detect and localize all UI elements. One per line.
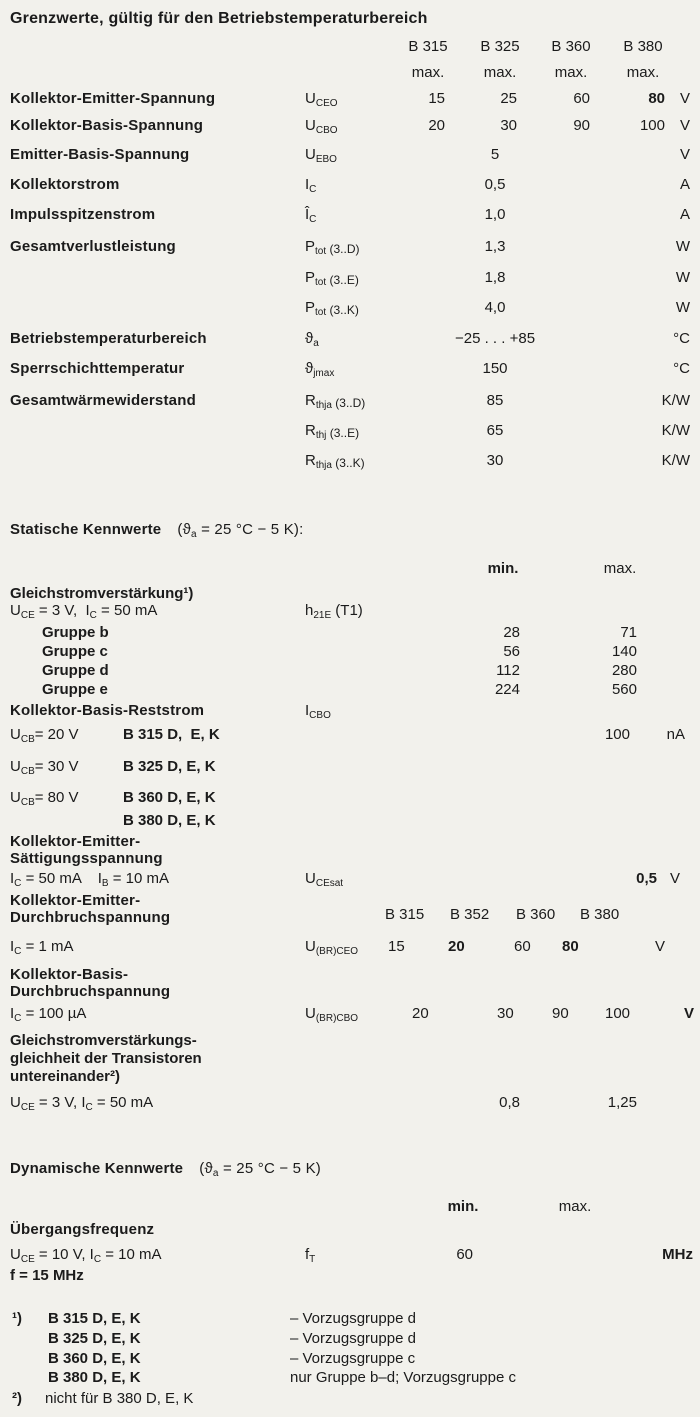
dynamic-minmax-header: [0, 1198, 700, 1220]
section-condition: [199, 1160, 321, 1177]
symbol-sub: 21E: [313, 610, 332, 621]
static-minmax-header: [0, 560, 700, 582]
icbo-label-line: [0, 702, 700, 724]
symbol-sub: (BR)CEO: [315, 946, 359, 957]
symbol: [305, 269, 359, 288]
symbol-sub: tot: [315, 277, 327, 288]
value-common: 30: [486, 452, 504, 469]
row-label: Gesamtverlustleistung: [10, 238, 176, 255]
col-subheader-max: max.: [554, 64, 588, 81]
col-header-b380: B 380: [623, 38, 663, 55]
footnote-note: nur Gruppe b–d; Vorzugsgruppe c: [290, 1369, 516, 1386]
cond-part: I: [10, 938, 15, 955]
min-value: 112: [496, 662, 520, 679]
min-value: 0,8: [499, 1094, 520, 1111]
value-common: 65: [486, 422, 504, 439]
symbol: [305, 1246, 315, 1263]
table-row: [0, 299, 700, 321]
symbol-base: R: [305, 422, 316, 439]
unit: MHz: [662, 1246, 693, 1263]
symbol: [305, 299, 359, 318]
symbol-base: R: [305, 452, 316, 469]
unit: V: [655, 938, 666, 955]
cond-sub: CE: [20, 1102, 35, 1113]
value-b380: 100: [605, 1005, 631, 1022]
unit: °C: [673, 360, 690, 377]
parameter-label: Gleichstromverstärkung¹): [10, 585, 194, 602]
col-header-b360: B 360: [551, 38, 591, 55]
max-value: 1,25: [607, 1094, 637, 1111]
type-designation: B 315 D, E, K: [48, 1310, 141, 1327]
row-label: Gesamtwärmewiderstand: [10, 392, 196, 409]
cond-part: = 50 mA I: [21, 870, 102, 887]
symbol-base: P: [305, 238, 316, 255]
static-section-title-line: [0, 521, 700, 543]
table-row: [0, 117, 700, 139]
section-title-text: Statische Kennwerte: [10, 521, 162, 538]
unit: W: [675, 269, 690, 286]
symbol-base: U: [305, 870, 316, 887]
value-b315: 20: [428, 117, 445, 134]
limits-column-header: [0, 38, 700, 60]
symbol-sub: tot: [315, 246, 327, 257]
value-b360: 60: [514, 938, 531, 955]
row-label: Betriebstemperaturbereich: [10, 330, 207, 347]
parameter-label: Durchbruchspannung: [10, 983, 171, 1000]
theta-symbol: ϑ: [204, 1160, 213, 1177]
parameter-label: Gleichstromverstärkungs-: [10, 1032, 197, 1049]
max-value: 280: [611, 662, 637, 679]
cond-sub: B: [101, 878, 109, 889]
table-row: [0, 238, 700, 260]
type-designation: B 380 D, E, K: [48, 1369, 141, 1386]
unit: V: [670, 870, 681, 887]
symbol: [305, 238, 359, 257]
symbol: [305, 146, 337, 163]
symbol: [305, 422, 359, 441]
value-b380: 80: [648, 90, 665, 107]
test-condition: [10, 758, 79, 775]
value-b380: 80: [562, 938, 579, 955]
footnote-row: [0, 1330, 700, 1352]
symbol: [305, 330, 319, 347]
symbol-sub: (BR)CBO: [315, 1013, 359, 1024]
subcol-header-b380: B 380: [580, 906, 620, 923]
parameter-label: Kollektor-Basis-Reststrom: [10, 702, 205, 719]
table-row: [0, 360, 700, 382]
parameter-label: Kollektor-Basis-: [10, 966, 129, 983]
symbol: [305, 452, 365, 471]
row-label: Kollektor-Emitter-Spannung: [10, 90, 216, 107]
section-title: [10, 521, 303, 538]
cond-sub: C: [14, 878, 22, 889]
symbol: [305, 117, 338, 134]
symbol-base: U: [305, 117, 316, 134]
symbol: [305, 176, 316, 193]
symbol-base: ϑ: [305, 330, 314, 347]
col-subheader-max: max.: [411, 64, 445, 81]
symbol-qualifier: (T1): [331, 602, 363, 619]
symbol: [305, 90, 338, 107]
symbol-qualifier: (3..D): [326, 242, 360, 256]
symbol-sub: thja: [315, 460, 332, 471]
symbol-base: ϑ: [305, 360, 314, 377]
value-b360: 60: [573, 90, 590, 107]
brceo-value-row: [0, 938, 700, 960]
symbol-sub: thj: [315, 430, 327, 441]
table-row: [0, 206, 700, 228]
unit: K/W: [661, 392, 690, 409]
cond-sub: CB: [20, 734, 35, 745]
cond-part: U: [10, 602, 21, 619]
test-condition: [10, 1005, 86, 1022]
cond-part: U: [10, 789, 21, 806]
test-condition: [10, 602, 157, 619]
symbol-sub: a: [313, 338, 319, 349]
ft-value-row: [0, 1246, 700, 1268]
table-row: [0, 392, 700, 414]
cond-sub: C: [14, 946, 22, 957]
row-label: Emitter-Basis-Spannung: [10, 146, 190, 163]
cond-sub: C: [93, 1254, 102, 1265]
type-designation: B 315 D, E, K: [123, 726, 220, 743]
test-condition: f = 15 MHz: [10, 1267, 84, 1284]
symbol-base: U: [305, 146, 316, 163]
table-row: [0, 269, 700, 291]
cond-part: I: [10, 870, 15, 887]
cond-sub: C: [85, 1102, 93, 1113]
min-column-header: min.: [487, 560, 519, 577]
cond-part: = 3 V, I: [34, 1094, 86, 1111]
value-b325: 25: [500, 90, 517, 107]
symbol: [305, 392, 365, 411]
value-b325: 30: [500, 117, 517, 134]
col-subheader-max: max.: [626, 64, 660, 81]
parameter-label: Kollektor-Emitter-: [10, 833, 141, 850]
icbo-condition-row: [0, 812, 700, 834]
value-b352: 20: [448, 938, 465, 955]
value-common: 1,0: [484, 206, 506, 223]
value-b325: 30: [497, 1005, 514, 1022]
max-value: 71: [620, 624, 637, 641]
unit: nA: [666, 726, 685, 743]
section-title-text: Dynamische Kennwerte: [10, 1160, 184, 1177]
min-value: 28: [503, 624, 520, 641]
parameter-label: untereinander²): [10, 1068, 121, 1085]
parameter-label: gleichheit der Transistoren: [10, 1050, 202, 1067]
limits-column-subheader: [0, 64, 700, 86]
cond-rest: = 25 °C − 5 K):: [196, 521, 304, 538]
cond-part: = 3 V, I: [34, 602, 90, 619]
type-designation: B 325 D, E, K: [48, 1330, 141, 1347]
parameter-label: Übergangsfrequenz: [10, 1221, 155, 1238]
symbol-sub: tot: [315, 307, 327, 318]
table-row: [0, 330, 700, 352]
symbol-sub: CBO: [315, 125, 338, 136]
test-condition: [10, 1094, 153, 1111]
symbol-base: Î: [305, 206, 310, 223]
unit: K/W: [661, 452, 690, 469]
test-condition: [10, 789, 79, 806]
col-subheader-max: max.: [483, 64, 517, 81]
subcol-header-b315: B 315: [385, 906, 425, 923]
value-common: 0,5: [484, 176, 506, 193]
row-label: Impulsspitzenstrom: [10, 206, 156, 223]
symbol: [305, 360, 334, 377]
symbol-base: I: [305, 702, 310, 719]
group-label: Gruppe b: [42, 624, 109, 641]
cond-part: U: [10, 758, 21, 775]
symbol-base: U: [305, 938, 316, 955]
unit: K/W: [661, 422, 690, 439]
min-value: 60: [456, 1246, 473, 1263]
match-label-line: [0, 1068, 700, 1090]
cond-part: = 20 V: [34, 726, 79, 743]
symbol-sub: thja: [315, 400, 332, 411]
type-designation: B 325 D, E, K: [123, 758, 216, 775]
subcol-header-b352: B 352: [450, 906, 490, 923]
symbol-base: I: [305, 176, 310, 193]
value-b315: 20: [412, 1005, 429, 1022]
max-column-header: max.: [603, 560, 637, 577]
symbol-base: R: [305, 392, 316, 409]
cond-rest: = 25 °C − 5 K): [218, 1160, 321, 1177]
symbol-qualifier: (3..K): [326, 303, 359, 317]
footnote-note: – Vorzugsgruppe d: [290, 1330, 416, 1347]
symbol-base: f: [305, 1246, 310, 1263]
cond-open: (: [199, 1160, 205, 1177]
cond-part: = 1 mA: [21, 938, 74, 955]
footnote-note: – Vorzugsgruppe c: [290, 1350, 416, 1367]
brcbo-value-row: [0, 1005, 700, 1027]
symbol-sub: EBO: [315, 154, 337, 165]
unit: V: [684, 1005, 695, 1022]
cond-part: = 10 V, I: [34, 1246, 94, 1263]
group-label: Gruppe d: [42, 662, 109, 679]
cond-part: U: [10, 1094, 21, 1111]
value-common: 85: [486, 392, 504, 409]
symbol-qualifier: (3..K): [331, 456, 365, 470]
parameter-label: Durchbruchspannung: [10, 909, 171, 926]
section-condition: [177, 521, 303, 538]
cond-part: I: [10, 1005, 15, 1022]
symbol-base: U: [305, 1005, 316, 1022]
unit: V: [679, 117, 690, 134]
value-b360: 90: [573, 117, 590, 134]
symbol-sub: CBO: [309, 710, 331, 721]
cond-sub: CB: [20, 797, 35, 808]
cond-part: = 80 V: [34, 789, 79, 806]
cond-sub: CE: [20, 610, 35, 621]
cond-sub: CB: [20, 766, 35, 777]
cond-sub: CE: [20, 1254, 35, 1265]
gain-group-row: [0, 681, 700, 703]
col-header-b325: B 325: [480, 38, 520, 55]
table-row: [0, 176, 700, 198]
max-value: 0,5: [636, 870, 657, 887]
section-title: [10, 1160, 321, 1177]
dynamic-section-title-line: [0, 1160, 700, 1182]
limits-title-line: [0, 10, 700, 32]
symbol: [305, 702, 331, 719]
max-column-header: max.: [558, 1198, 592, 1215]
row-label: Kollektor-Basis-Spannung: [10, 117, 204, 134]
ft-condition-line: [0, 1267, 700, 1289]
col-header-b315: B 315: [408, 38, 448, 55]
symbol-sub: T: [309, 1254, 316, 1265]
icbo-condition-row: [0, 726, 700, 748]
value-common: 150: [482, 360, 508, 377]
value-b380: 100: [639, 117, 665, 134]
test-condition: [10, 726, 79, 743]
symbol: [305, 870, 343, 887]
symbol-sub: C: [309, 214, 317, 225]
cond-sub: C: [14, 1013, 22, 1024]
unit: W: [675, 299, 690, 316]
footnote-note: – Vorzugsgruppe d: [290, 1310, 416, 1327]
footnote-marker: ²): [12, 1390, 22, 1407]
cond-part: U: [10, 1246, 21, 1263]
unit: °C: [673, 330, 690, 347]
symbol: [305, 206, 316, 223]
gain-condition-line: [0, 602, 700, 624]
row-label: Sperrschichttemperatur: [10, 360, 185, 377]
cond-part: = 50 mA: [96, 602, 158, 619]
match-value-row: [0, 1094, 700, 1116]
max-value: 100: [604, 726, 630, 743]
footnote-row: [0, 1369, 700, 1391]
theta-sub: a: [212, 1168, 219, 1179]
group-label: Gruppe c: [42, 643, 108, 660]
symbol-sub: C: [309, 184, 317, 195]
symbol-sub: CEO: [315, 98, 338, 109]
value-common: 1,3: [484, 238, 506, 255]
type-designation: B 360 D, E, K: [123, 789, 216, 806]
ft-label-line: [0, 1221, 700, 1243]
unit: W: [675, 238, 690, 255]
symbol-qualifier: (3..E): [326, 273, 359, 287]
max-value: 140: [611, 643, 637, 660]
unit: A: [679, 176, 690, 193]
symbol-qualifier: (3..E): [326, 426, 360, 440]
footnote-row: [0, 1310, 700, 1332]
value-b315: 15: [428, 90, 445, 107]
section-title-rest: gültig für den Betriebstemperaturbereich: [103, 10, 428, 27]
unit: A: [679, 206, 690, 223]
min-value: 224: [494, 681, 520, 698]
symbol-base: h: [305, 602, 314, 619]
brcbo-label-line: [0, 983, 700, 1005]
table-row: [0, 422, 700, 444]
footnote-row: [0, 1390, 700, 1412]
value-common: −25 . . . +85: [454, 330, 536, 347]
group-label: Gruppe e: [42, 681, 108, 698]
type-designation: B 360 D, E, K: [48, 1350, 141, 1367]
cond-sub: C: [89, 610, 97, 621]
symbol: [305, 602, 363, 619]
max-value: 560: [611, 681, 637, 698]
cond-part: = 50 mA: [92, 1094, 154, 1111]
cond-part: = 10 mA: [101, 1246, 162, 1263]
section-title: [10, 10, 428, 28]
symbol: [305, 1005, 358, 1022]
value-b360: 90: [552, 1005, 569, 1022]
value-b315: 15: [388, 938, 405, 955]
cond-part: = 10 mA: [108, 870, 169, 887]
ucesat-label-line: [0, 850, 700, 872]
brceo-label-line: [0, 909, 700, 931]
icbo-condition-row: [0, 789, 700, 811]
cond-open: (: [177, 521, 183, 538]
test-condition: [10, 938, 74, 955]
value-common: 4,0: [484, 299, 506, 316]
test-condition: [10, 870, 169, 887]
theta-sub: a: [190, 529, 197, 540]
symbol-sub: CEsat: [315, 878, 344, 889]
footnote-marker: ¹): [12, 1310, 22, 1327]
symbol-qualifier: (3..D): [331, 396, 366, 410]
type-designation: B 380 D, E, K: [123, 812, 216, 829]
min-column-header: min.: [447, 1198, 479, 1215]
ucesat-value-row: [0, 870, 700, 892]
subcol-header-b360: B 360: [516, 906, 556, 923]
theta-symbol: ϑ: [182, 521, 191, 538]
min-value: 56: [503, 643, 520, 660]
parameter-label: Sättigungsspannung: [10, 850, 163, 867]
test-condition: [10, 1246, 162, 1263]
footnote-text: nicht für B 380 D, E, K: [45, 1390, 194, 1407]
cond-part: = 30 V: [34, 758, 79, 775]
parameter-label: Kollektor-Emitter-: [10, 892, 141, 909]
symbol-base: P: [305, 299, 316, 316]
row-label: Kollektorstrom: [10, 176, 120, 193]
unit: V: [679, 146, 690, 163]
value-common: 1,8: [484, 269, 506, 286]
unit: V: [679, 90, 690, 107]
symbol: [305, 938, 358, 955]
table-row: [0, 90, 700, 112]
icbo-condition-row: [0, 758, 700, 780]
symbol-base: P: [305, 269, 316, 286]
value-common: 5: [490, 146, 500, 163]
section-title-lead: Grenzwerte,: [10, 10, 104, 27]
table-row: [0, 452, 700, 474]
table-row: [0, 146, 700, 168]
cond-part: = 100 µA: [21, 1005, 87, 1022]
symbol-base: U: [305, 90, 316, 107]
symbol-sub: jmax: [313, 368, 335, 379]
cond-part: U: [10, 726, 21, 743]
